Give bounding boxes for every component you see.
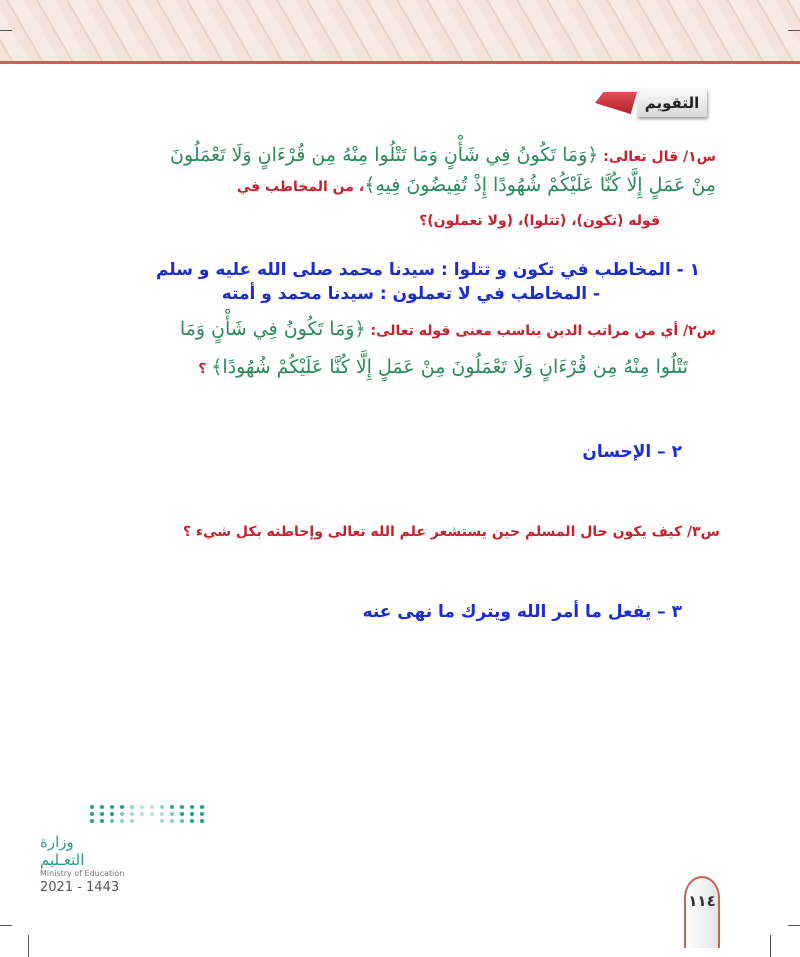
question-1-line-3: قوله (تكون)، (تتلوا)، (ولا تعملون)؟ xyxy=(419,213,660,229)
question-1-suffix: ، من المخاطب في xyxy=(236,179,365,195)
logo-dots-icon xyxy=(90,805,206,823)
red-arrow-tab xyxy=(595,92,637,114)
question-1-line-1 xyxy=(170,144,716,166)
question-2-suffix: ؟ xyxy=(198,361,212,377)
section-title-tab xyxy=(595,88,707,118)
crop-mark xyxy=(788,30,800,31)
question-1-line-2 xyxy=(237,174,716,196)
ministry-logo xyxy=(40,805,206,895)
question-2-line-2 xyxy=(198,356,688,378)
question-1-prefix: س١/ قال تعالى: xyxy=(598,149,716,165)
decorative-header xyxy=(0,0,800,62)
verse-text: تَتْلُوا مِنْهُ مِن قُرْءَانٍ وَلَا تَعْمَلُونَ مِنْ عَمَلٍ إِلَّا كُنَّا عَلَيْكُمْ شُهُودًا﴾ xyxy=(211,356,688,378)
answer-1-line-1: ١ - المخاطب في تكون و تتلوا : سيدنا محمد صلى الله عليه و سلم xyxy=(155,260,700,280)
page-number xyxy=(684,876,720,948)
answer-3: ٣ – يفعل ما أمر الله ويترك ما نهى عنه xyxy=(362,602,682,622)
logo-english-name: Ministry of Education xyxy=(40,869,125,878)
crop-mark xyxy=(0,30,12,31)
crop-mark xyxy=(0,925,12,926)
question-2-line-1 xyxy=(180,318,716,340)
logo-year: 2021 - 1443 xyxy=(40,880,120,895)
section-title: التقويم xyxy=(637,89,707,117)
answer-1-line-2: - المخاطب في لا تعملون : سيدنا محمد و أمته xyxy=(221,284,600,304)
answer-2: ٢ – الإحسان xyxy=(582,442,682,462)
question-2-prefix: س٢/ أي من مراتب الدين يناسب معنى قوله تعالى: xyxy=(365,323,716,339)
logo-arabic-name: وزارة التعـليم xyxy=(40,833,85,869)
crop-mark xyxy=(28,935,29,957)
verse-text: ﴿وَمَا تَكُونُ فِي شَأْنٍ وَمَا xyxy=(179,318,366,340)
question-3: س٣/ كيف يكون حال المسلم حين يستشعر علم الله تعالى وإحاطته بكل شيء ؟ xyxy=(182,524,720,540)
crop-mark xyxy=(788,925,800,926)
crop-mark xyxy=(770,935,771,957)
verse-text: ﴿وَمَا تَكُونُ فِي شَأْنٍ وَمَا تَتْلُوا مِنْهُ مِن قُرْءَانٍ وَلَا تَعْمَلُونَ xyxy=(170,144,599,166)
page-number-text: ١١٤ xyxy=(688,892,716,910)
header-divider xyxy=(0,61,800,64)
verse-text: مِنْ عَمَلٍ إِلَّا كُنَّا عَلَيْكُمْ شُهُودًا إِذْ تُفِيضُونَ فِيهِ﴾ xyxy=(364,174,716,196)
